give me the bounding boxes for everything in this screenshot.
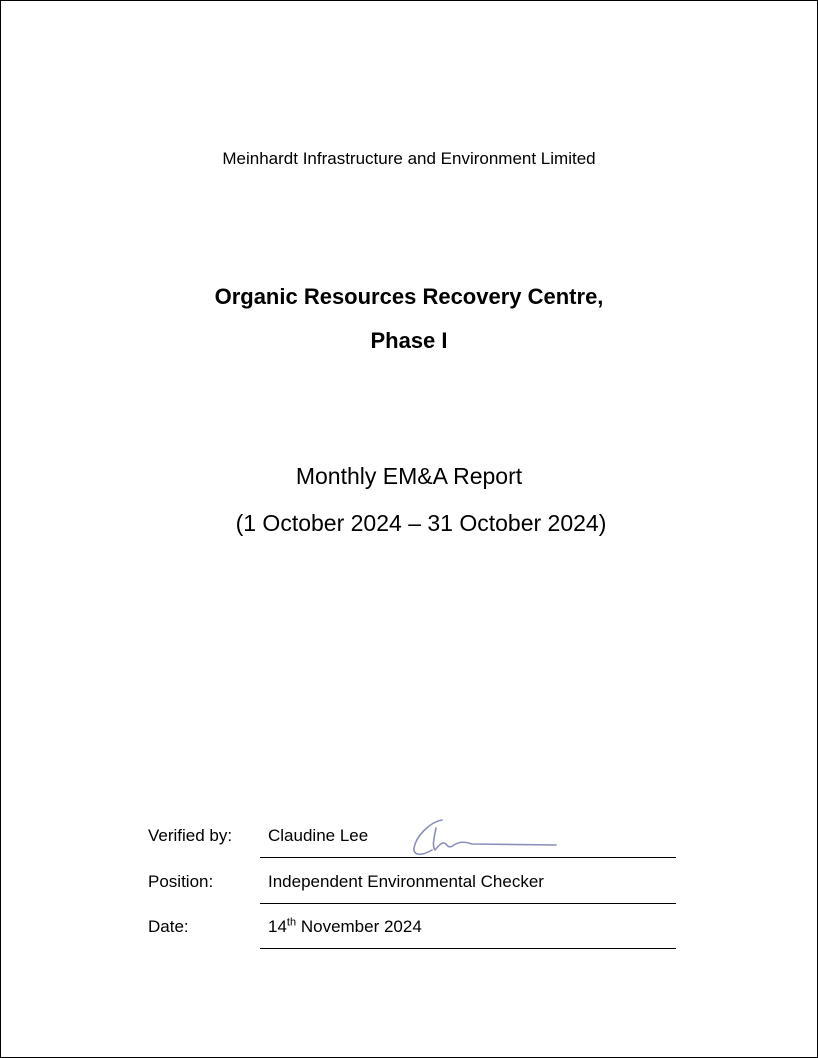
date-value <box>268 916 422 938</box>
date-ordinal-suffix: th <box>286 916 297 929</box>
date-label: Date: <box>148 917 189 936</box>
date-month-year: November 2024 <box>296 917 422 936</box>
verified-by-label: Verified by: <box>148 826 233 845</box>
project-title-line1: Organic Resources Recovery Centre, <box>214 284 604 309</box>
date-underline <box>260 948 676 949</box>
date-day: 14 <box>268 917 287 936</box>
verified-by-underline <box>260 857 676 858</box>
report-period: (1 October 2024 – 31 October 2024) <box>235 510 607 536</box>
report-title: Monthly EM&A Report <box>295 463 523 489</box>
project-title-line2: Phase I <box>370 328 448 353</box>
company-name: Meinhardt Infrastructure and Environment Limited <box>222 149 596 168</box>
position-underline <box>260 903 676 904</box>
verified-by-name: Claudine Lee <box>268 826 369 845</box>
position-label: Position: <box>148 872 214 891</box>
position-value: Independent Environmental Checker <box>268 872 544 891</box>
